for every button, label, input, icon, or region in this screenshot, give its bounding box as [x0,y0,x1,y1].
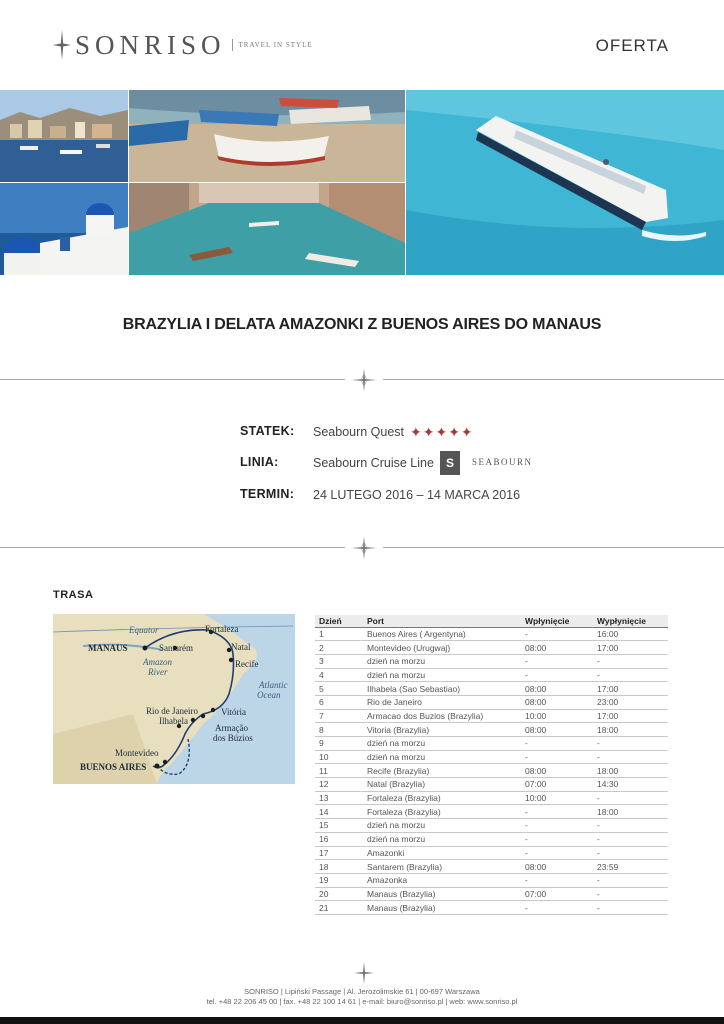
cell-port: dzień na morzu [363,819,521,833]
cell-arrival: - [521,668,593,682]
cell-day: 1 [315,627,363,641]
table-row [315,750,668,764]
map-label-ilhabela: Ilhabela [159,716,188,726]
cell-departure: - [593,901,668,915]
map-label-equator: Equator [129,625,159,635]
map-label-buenos-aires: BUENOS AIRES [80,762,147,772]
cell-port: Armacao dos Buzios (Brazylia) [363,709,521,723]
cell-port: Vitoria (Brazylia) [363,723,521,737]
table-row [315,668,668,682]
table-row [315,805,668,819]
cell-day: 9 [315,737,363,751]
cell-departure: - [593,737,668,751]
table-row [315,778,668,792]
photo-collage [0,90,724,275]
cell-port: Amazonka [363,873,521,887]
column-header-port: Port [363,615,521,627]
cell-arrival: 08:00 [521,723,593,737]
cell-arrival: 08:00 [521,695,593,709]
itinerary-table [315,615,668,915]
cell-departure: - [593,819,668,833]
line-value: Seabourn Cruise Line [313,456,434,470]
map-label-montevideo: Montevideo [115,748,159,758]
line-row [240,451,640,481]
cell-port: Natal (Brazylia) [363,778,521,792]
cell-port: dzień na morzu [363,750,521,764]
cell-day: 18 [315,860,363,874]
cell-day: 14 [315,805,363,819]
cell-arrival: 10:00 [521,791,593,805]
cell-day: 17 [315,846,363,860]
footer-contact: tel. +48 22 206 45 00 | fax. +48 22 100 14 61 | e-mail: biuro@sonriso.pl | web: www.sonriso.pl [206,997,518,1006]
cell-departure: - [593,654,668,668]
table-row [315,846,668,860]
table-row [315,873,668,887]
cell-port: Recife (Brazylia) [363,764,521,778]
cell-arrival: 08:00 [521,682,593,696]
cell-arrival: - [521,901,593,915]
cell-day: 21 [315,901,363,915]
cell-arrival: - [521,654,593,668]
cell-port: Santarem (Brazylia) [363,860,521,874]
map-label-natal: Natal [231,642,251,652]
page-title: BRAZYLIA I DELATA AMAZONKI Z BUENOS AIRES DO MANAUS [122,316,602,333]
offer-label: OFERTA [595,36,669,55]
cell-port: dzień na morzu [363,654,521,668]
cell-departure: 18:00 [593,805,668,819]
cell-port: Manaus (Brazylia) [363,901,521,915]
route-heading: TRASA [53,589,94,601]
brand-name: SONRISO [75,30,226,60]
cell-arrival: 07:00 [521,778,593,792]
line-label: LINIA: [240,455,279,469]
map-label-vitoria: Vitória [221,707,246,717]
cell-port: dzień na morzu [363,668,521,682]
table-row [315,764,668,778]
cell-departure: 17:00 [593,682,668,696]
cell-arrival: - [521,737,593,751]
map-label-ocean: Ocean [257,690,281,700]
cell-port: Montevideo (Urugwaj) [363,641,521,655]
cell-departure: 18:00 [593,723,668,737]
cell-port: Ilhabela (Sao Sebastiao) [363,682,521,696]
table-row [315,641,668,655]
brand-tagline: TRAVEL IN STYLE [232,39,313,51]
cell-arrival: - [521,750,593,764]
cell-arrival: 08:00 [521,860,593,874]
table-row [315,654,668,668]
compass-star-icon [352,536,376,560]
map-label-buzios: dos Búzios [213,733,253,743]
boats-photo [129,90,405,182]
cell-departure: 23:00 [593,695,668,709]
cell-day: 19 [315,873,363,887]
cell-port: dzień na morzu [363,737,521,751]
cell-day: 7 [315,709,363,723]
seabourn-brand: SEABOURN [472,457,533,467]
harbor-photo [0,90,128,182]
santorini-photo [0,183,128,275]
table-row [315,791,668,805]
cell-departure: 18:00 [593,764,668,778]
cell-departure: 17:00 [593,709,668,723]
cell-arrival: 07:00 [521,887,593,901]
cell-arrival: - [521,819,593,833]
cell-departure: 17:00 [593,641,668,655]
map-label-fortaleza: Fortaleza [205,624,239,634]
table-row [315,819,668,833]
map-label-amazon: Amazon [143,657,172,667]
cruise-ship-photo [406,90,724,275]
map-label-manaus: MANAUS [88,643,128,653]
term-value: 24 LUTEGO 2016 – 14 MARCA 2016 [313,488,521,502]
cell-day: 4 [315,668,363,682]
map-label-atlantic: Atlantic [259,680,288,690]
rating-stars-icon: ✦✦✦✦✦ [410,424,474,440]
cell-day: 12 [315,778,363,792]
table-header-row [315,615,668,627]
compass-star-icon [354,962,374,984]
seabourn-logo-icon: S [440,451,460,475]
map-label-armacao: Armação [215,723,248,733]
compass-star-icon [352,368,376,392]
cell-arrival: - [521,832,593,846]
venice-photo [129,183,405,275]
cell-day: 10 [315,750,363,764]
header [0,0,724,90]
map-label-recife: Recife [235,659,259,669]
cell-day: 20 [315,887,363,901]
cell-arrival: - [521,846,593,860]
cell-departure: 16:00 [593,627,668,641]
bottom-bar [0,1017,724,1024]
cell-port: Fortaleza (Brazylia) [363,791,521,805]
table-row [315,709,668,723]
ornament-divider [0,368,724,392]
cell-arrival: - [521,805,593,819]
cell-day: 11 [315,764,363,778]
table-row [315,682,668,696]
cell-day: 2 [315,641,363,655]
cell-departure: 14:30 [593,778,668,792]
cell-day: 6 [315,695,363,709]
cell-port: Rio de Janeiro [363,695,521,709]
table-row [315,860,668,874]
table-row [315,901,668,915]
table-row [315,832,668,846]
column-header-arrival: Wpłynięcie [521,615,593,627]
footer [0,987,724,1007]
cell-day: 8 [315,723,363,737]
cell-port: Amazonki [363,846,521,860]
cell-day: 15 [315,819,363,833]
table-row [315,723,668,737]
cell-departure: - [593,791,668,805]
cell-departure: - [593,846,668,860]
table-row [315,737,668,751]
cell-port: Fortaleza (Brazylia) [363,805,521,819]
term-label: TERMIN: [240,487,295,501]
cell-day: 13 [315,791,363,805]
ornament-divider [0,536,724,560]
footer-address: SONRISO | Lipiński Passage | Al. Jerozolimskie 61 | 00-697 Warszawa [244,987,480,996]
term-row [240,483,640,513]
map-label-santarem: Santarém [159,643,193,653]
map-label-river: River [148,667,168,677]
compass-star-icon [53,30,71,60]
cell-port: Manaus (Brazylia) [363,887,521,901]
ship-value: Seabourn Quest [313,425,405,439]
cell-day: 5 [315,682,363,696]
table-row [315,627,668,641]
cell-day: 3 [315,654,363,668]
cell-departure: - [593,668,668,682]
column-header-departure: Wypłynięcie [593,615,668,627]
cell-arrival: - [521,873,593,887]
cell-arrival: 10:00 [521,709,593,723]
cell-port: Buenos Aires ( Argentyna) [363,627,521,641]
ship-label: STATEK: [240,424,295,438]
cell-day: 16 [315,832,363,846]
map-label-rio: Rio de Janeiro [146,706,198,716]
cell-departure: - [593,873,668,887]
ship-row [240,420,640,450]
table-row [315,695,668,709]
column-header-day: Dzień [315,615,363,627]
cell-departure: 23:59 [593,860,668,874]
sonriso-logo [53,30,313,60]
cell-arrival: 08:00 [521,764,593,778]
cell-port: dzień na morzu [363,832,521,846]
itinerary-body [315,627,668,914]
cell-departure: - [593,887,668,901]
cell-departure: - [593,832,668,846]
cell-arrival: - [521,627,593,641]
route-map [53,614,295,784]
table-row [315,887,668,901]
cell-arrival: 08:00 [521,641,593,655]
cell-departure: - [593,750,668,764]
